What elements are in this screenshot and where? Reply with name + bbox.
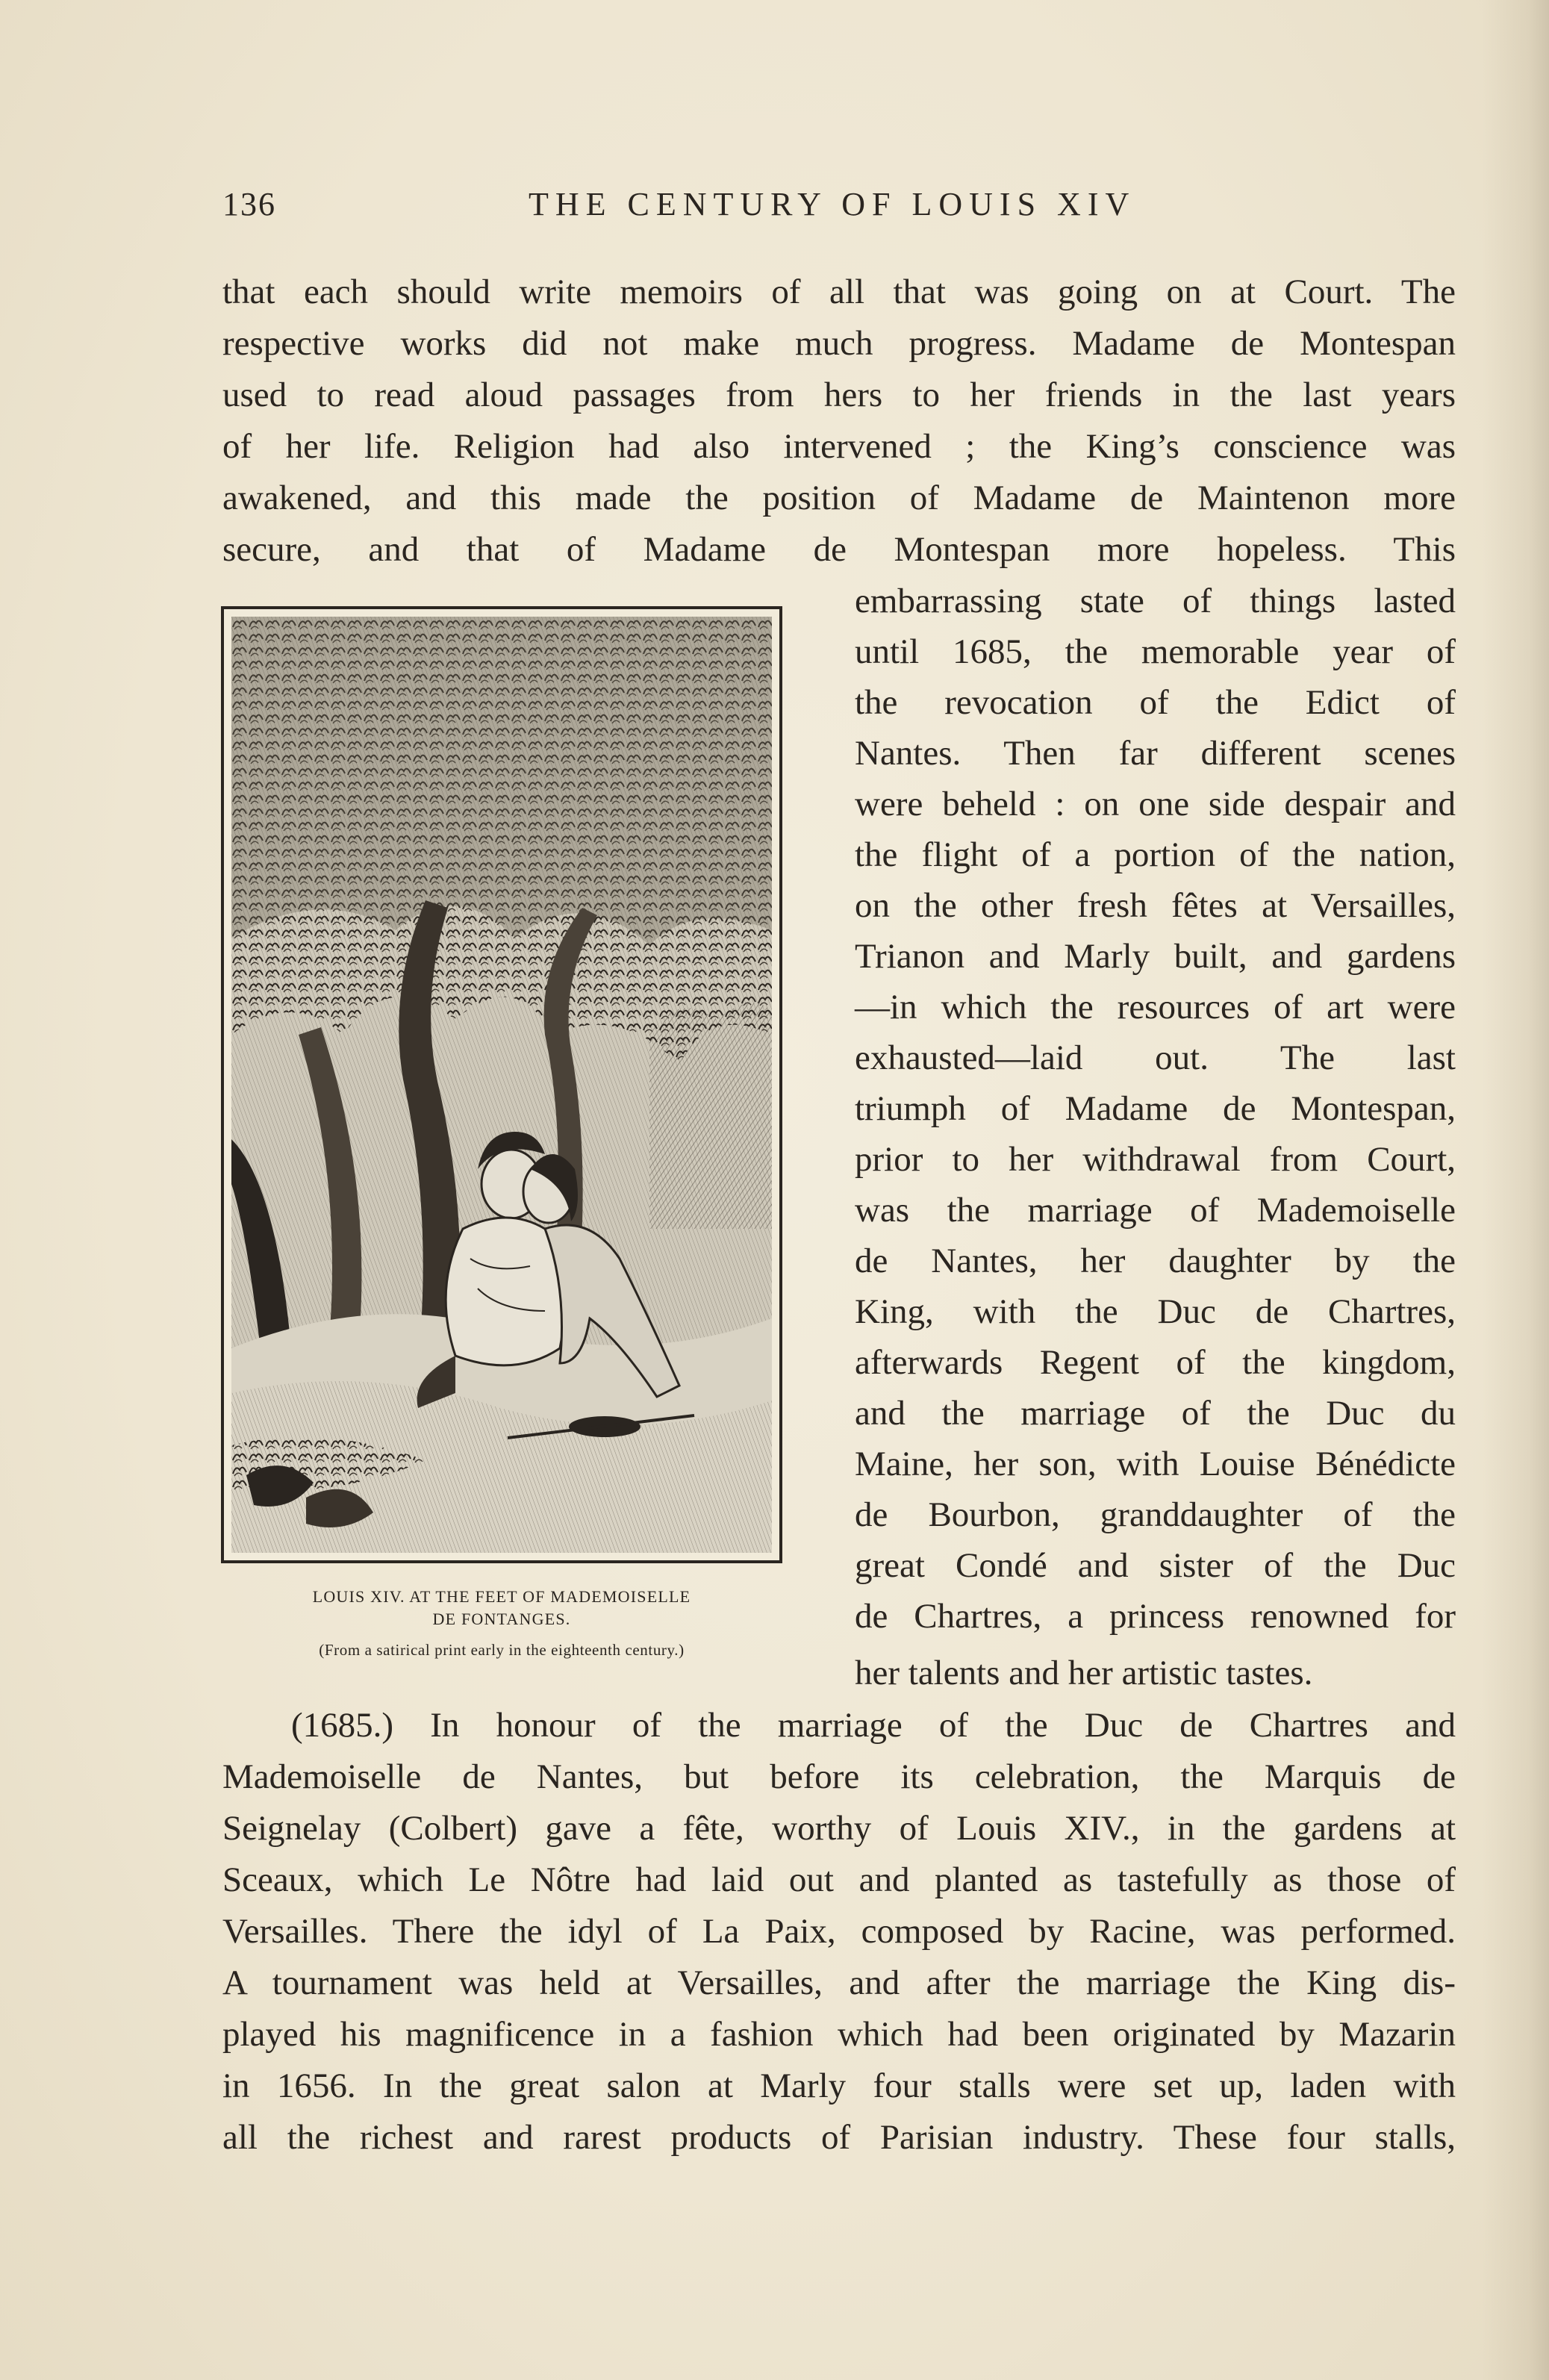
body-line: all the richest and rarest products of Parisian industry. These four stalls, — [222, 2118, 1456, 2157]
body-line: that each should write memoirs of all that was going on at Court. The — [222, 272, 1456, 311]
body-line-beside-figure: de Bourbon, granddaughter of the — [855, 1495, 1456, 1534]
body-line-beside-figure: Nantes. Then far different scenes — [855, 734, 1456, 773]
body-line: respective works did not make much progress. Madame de Montespan — [222, 324, 1456, 363]
body-line-beside-figure: Maine, her son, with Louise Bénédicte — [855, 1445, 1456, 1483]
engraving-image — [231, 617, 772, 1553]
body-line-beside-figure: the flight of a portion of the nation, — [855, 835, 1456, 874]
body-line-beside-figure: until 1685, the memorable year of — [855, 632, 1456, 671]
body-line-beside-figure: was the marriage of Mademoiselle — [855, 1191, 1456, 1230]
figure-caption-note: (From a satirical print early in the eighteenth century.) — [319, 1641, 685, 1659]
body-line-beside-figure: de Chartres, a princess renowned for — [855, 1597, 1456, 1636]
body-line-beside-figure: her talents and her artistic tastes. — [855, 1654, 1313, 1692]
body-line: Mademoiselle de Nantes, but before its celebration, the Marquis de — [222, 1757, 1456, 1796]
body-line: secure, and that of Madame de Montespan more hopeless. This — [222, 530, 1456, 569]
body-line-beside-figure: exhausted—laid out. The last — [855, 1038, 1456, 1077]
body-line: played his magnificence in a fashion which had been originated by Mazarin — [222, 2015, 1456, 2054]
page-number: 136 — [222, 186, 276, 222]
body-line-beside-figure: —in which the resources of art were — [855, 988, 1456, 1027]
body-line-beside-figure: de Nantes, her daughter by the — [855, 1242, 1456, 1280]
engraving-figure — [221, 606, 782, 1563]
body-line-beside-figure: were beheld : on one side despair and — [855, 785, 1456, 823]
body-line: A tournament was held at Versailles, and after the marriage the King dis- — [222, 1963, 1456, 2002]
body-line: of her life. Religion had also intervened ; the King’s conscience was — [222, 427, 1456, 466]
body-line: Sceaux, which Le Nôtre had laid out and planted as tastefully as those of — [222, 1860, 1456, 1899]
figure-caption-line2: DE FONTANGES. — [432, 1610, 571, 1628]
body-line-beside-figure: King, with the Duc de Chartres, — [855, 1292, 1456, 1331]
body-line-beside-figure: triumph of Madame de Montespan, — [855, 1089, 1456, 1128]
body-line: (1685.) In honour of the marriage of the Duc de Chartres and — [291, 1706, 1456, 1745]
body-line-beside-figure: on the other fresh fêtes at Versailles, — [855, 886, 1456, 925]
body-line-beside-figure: the revocation of the Edict of — [855, 683, 1456, 722]
body-line: Seignelay (Colbert) gave a fête, worthy of Louis XIV., in the gardens at — [222, 1809, 1456, 1848]
body-line-beside-figure: embarrassing state of things lasted — [855, 582, 1456, 620]
body-line: Versailles. There the idyl of La Paix, composed by Racine, was performed. — [222, 1912, 1456, 1951]
figure-caption-line1: LOUIS XIV. AT THE FEET OF MADEMOISELLE — [312, 1587, 691, 1606]
running-head — [222, 185, 1447, 230]
page-edge-shadow — [1482, 0, 1549, 2380]
body-line-beside-figure: prior to her withdrawal from Court, — [855, 1140, 1456, 1179]
body-line: awakened, and this made the position of Madame de Maintenon more — [222, 479, 1456, 517]
body-line-beside-figure: and the marriage of the Duc du — [855, 1394, 1456, 1433]
running-title: THE CENTURY OF LOUIS XIV — [529, 186, 1136, 222]
body-line-beside-figure: afterwards Regent of the kingdom, — [855, 1343, 1456, 1382]
body-line-beside-figure: Trianon and Marly built, and gardens — [855, 937, 1456, 976]
body-line: used to read aloud passages from hers to her friends in the last years — [222, 376, 1456, 414]
body-line: in 1656. In the great salon at Marly four stalls were set up, laden with — [222, 2066, 1456, 2105]
body-line-beside-figure: great Condé and sister of the Duc — [855, 1546, 1456, 1585]
